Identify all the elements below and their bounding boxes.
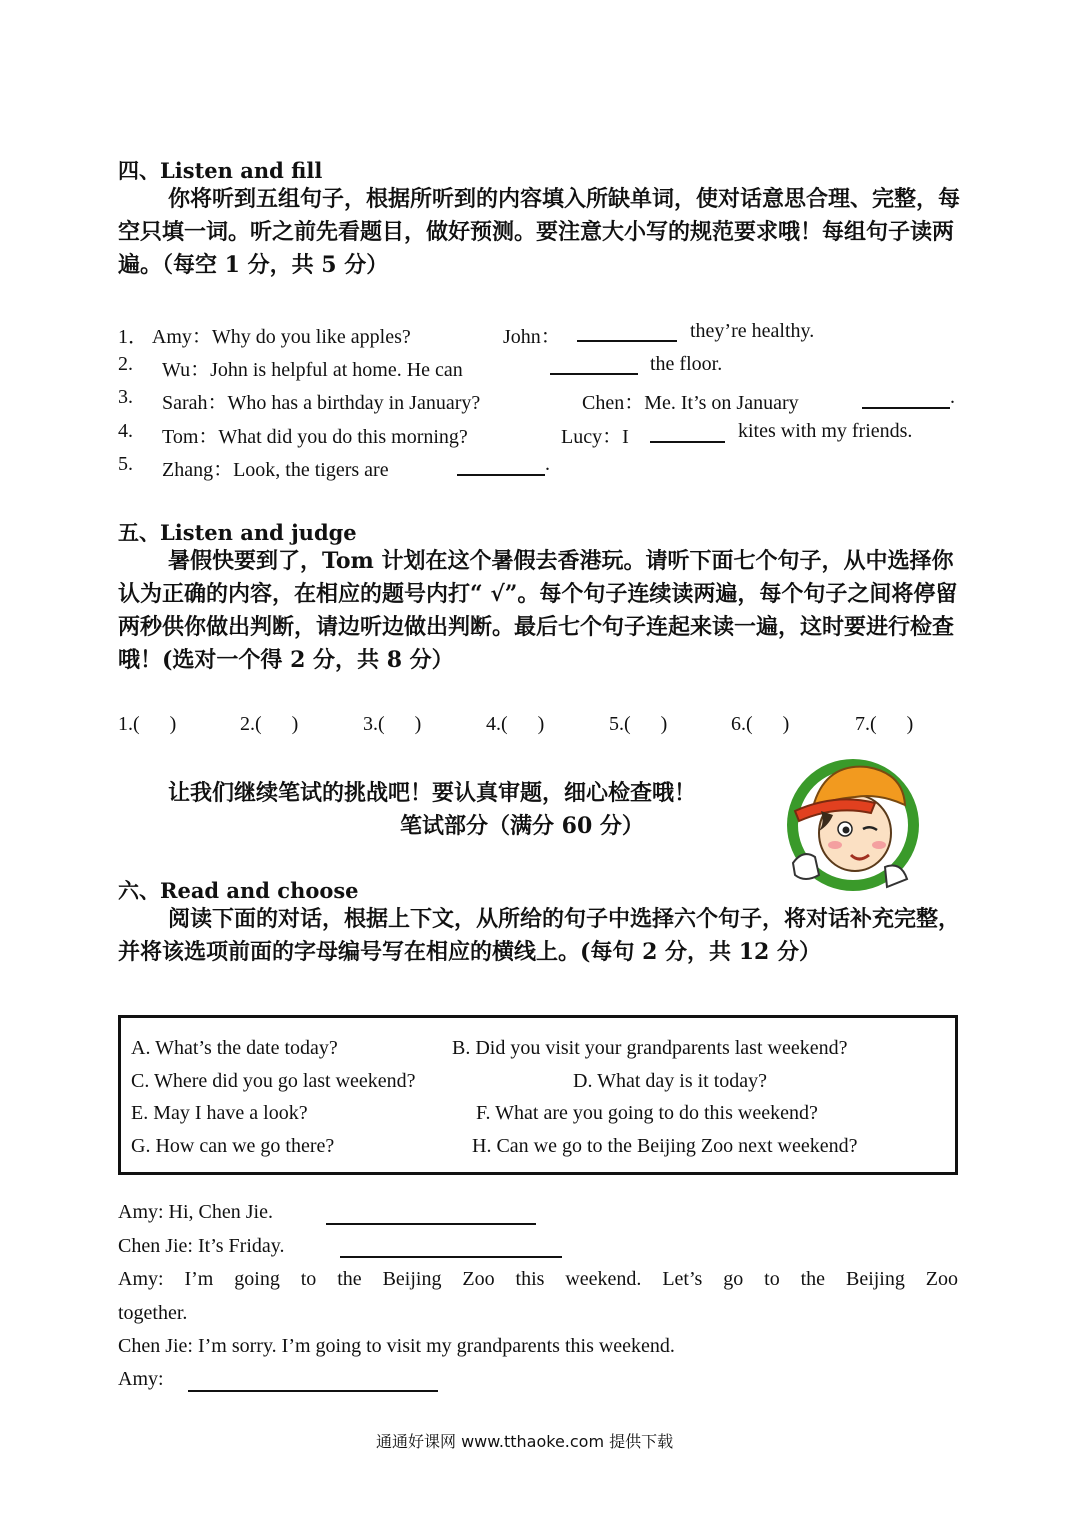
q1-part-b: John： bbox=[503, 326, 561, 348]
dialogue-line-5: Amy: bbox=[118, 1368, 164, 1390]
option-d: D. What day is it today? bbox=[573, 1070, 768, 1092]
judge-3-label: 3.( bbox=[363, 713, 385, 735]
judge-3-close: ) bbox=[414, 713, 422, 735]
written-section-title: 笔试部分（满分 60 分） bbox=[400, 813, 644, 839]
question-1-b bbox=[503, 320, 561, 349]
judge-5-close: ) bbox=[660, 713, 668, 735]
q1-blank[interactable] bbox=[577, 340, 677, 342]
dialogue-blank-3[interactable] bbox=[188, 1390, 438, 1392]
option-b: B. Did you visit your grandparents last weekend? bbox=[452, 1037, 848, 1059]
q4-part-b: Lucy：I bbox=[561, 426, 629, 448]
q2-part-c: the floor. bbox=[650, 353, 723, 375]
judge-5-label: 5.( bbox=[609, 713, 631, 735]
written-prompt: 让我们继续笔试的挑战吧！要认真审题，细心检查哦！ bbox=[168, 780, 697, 806]
q5-num: 5. bbox=[118, 453, 133, 475]
judge-7-label: 7.( bbox=[855, 713, 877, 735]
question-1 bbox=[118, 320, 411, 349]
judge-item-4[interactable] bbox=[486, 713, 544, 736]
q3-part-c: . bbox=[950, 386, 955, 408]
q3-part-a: Sarah：Who has a birthday in January? bbox=[162, 392, 481, 414]
mascot-boy-image bbox=[775, 745, 925, 895]
q4-blank[interactable] bbox=[650, 441, 725, 443]
q3-part-b: Chen：Me. It’s on January bbox=[582, 392, 799, 414]
judge-1-close: ) bbox=[169, 713, 177, 735]
section4-heading: 四、Listen and fill bbox=[118, 158, 323, 183]
judge-item-5[interactable] bbox=[609, 713, 667, 736]
dialogue-line-1: Amy: Hi, Chen Jie. bbox=[118, 1201, 273, 1223]
judge-2-label: 2.( bbox=[240, 713, 262, 735]
judge-item-6[interactable] bbox=[731, 713, 789, 736]
section6-heading: 六、Read and choose bbox=[118, 878, 359, 903]
q4-part-c: kites with my friends. bbox=[738, 420, 913, 442]
judge-4-close: ) bbox=[537, 713, 545, 735]
dialogue-line-4: Chen Jie: I’m sorry. I’m going to visit my grandparents this weekend. bbox=[118, 1335, 675, 1357]
dialogue-line-2: Chen Jie: It’s Friday. bbox=[118, 1235, 285, 1257]
section6-instruction: 阅读下面的对话，根据上下文，从所给的句子中选择六个句子，将对话补充完整，并将该选项前面的字母编号写在相应的横线上。(每句 2 分，共 12 分） bbox=[118, 906, 961, 965]
option-a: A. What’s the date today? bbox=[131, 1037, 338, 1059]
judge-4-label: 4.( bbox=[486, 713, 508, 735]
judge-item-2[interactable] bbox=[240, 713, 298, 736]
q4-part-a: Tom：What did you do this morning? bbox=[162, 426, 468, 448]
dialogue-blank-2[interactable] bbox=[340, 1256, 562, 1258]
option-e: E. May I have a look? bbox=[131, 1102, 308, 1124]
q2-blank[interactable] bbox=[550, 373, 638, 375]
q3-num: 3. bbox=[118, 386, 133, 408]
judge-6-close: ) bbox=[782, 713, 790, 735]
option-h: H. Can we go to the Beijing Zoo next weekend? bbox=[472, 1135, 858, 1157]
q3-blank[interactable] bbox=[862, 407, 950, 409]
section4-instruction: 你将听到五组句子，根据所听到的内容填入所缺单词，使对话意思合理、完整，每空只填一词。听之前先看题目，做好预测。要注意大小写的规范要求哦！每组句子读两遍。（每空 1 分，共 5 分） bbox=[118, 186, 961, 278]
q5-part-a: Zhang：Look, the tigers are bbox=[162, 459, 389, 481]
q4-num: 4. bbox=[118, 420, 133, 442]
footer-credit: 通通好课网 www.tthaoke.com 提供下载 bbox=[376, 1432, 674, 1451]
judge-1-label: 1.( bbox=[118, 713, 140, 735]
dialogue-blank-1[interactable] bbox=[326, 1223, 536, 1225]
q5-blank[interactable] bbox=[457, 474, 545, 476]
q1-part-a: Amy：Why do you like apples? bbox=[151, 326, 411, 348]
option-g: G. How can we go there? bbox=[131, 1135, 335, 1157]
q2-num: 2. bbox=[118, 353, 133, 375]
q1-num: 1． bbox=[118, 326, 148, 348]
judge-6-label: 6.( bbox=[731, 713, 753, 735]
option-c: C. Where did you go last weekend? bbox=[131, 1070, 416, 1092]
judge-7-close: ) bbox=[906, 713, 914, 735]
judge-2-close: ) bbox=[291, 713, 299, 735]
q5-part-c: . bbox=[545, 453, 550, 475]
option-f: F. What are you going to do this weekend? bbox=[476, 1102, 818, 1124]
judge-item-1[interactable] bbox=[118, 713, 176, 736]
judge-item-3[interactable] bbox=[363, 713, 421, 736]
section5-instruction: 暑假快要到了，Tom 计划在这个暑假去香港玩。请听下面七个句子，从中选择你认为正确的内容，在相应的题号内打“ √”。每个句子连续读两遍，每个句子之间将停留两秒供你做出判断，请边听边做出判断。最后七个句子连起来读一遍，这时要进行检查哦！(选对一个得 2 分，共 8 分） bbox=[118, 548, 958, 673]
dialogue-line-3b: together. bbox=[118, 1302, 188, 1324]
q1-part-c: they’re healthy. bbox=[690, 320, 815, 342]
section5-heading: 五、Listen and judge bbox=[118, 520, 357, 545]
dialogue-line-3: Amy: I’m going to the Beijing Zoo this weekend. Let’s go to the Beijing Zoo bbox=[118, 1268, 958, 1290]
q2-part-a: Wu：John is helpful at home. He can bbox=[162, 359, 463, 381]
judge-item-7[interactable] bbox=[855, 713, 913, 736]
